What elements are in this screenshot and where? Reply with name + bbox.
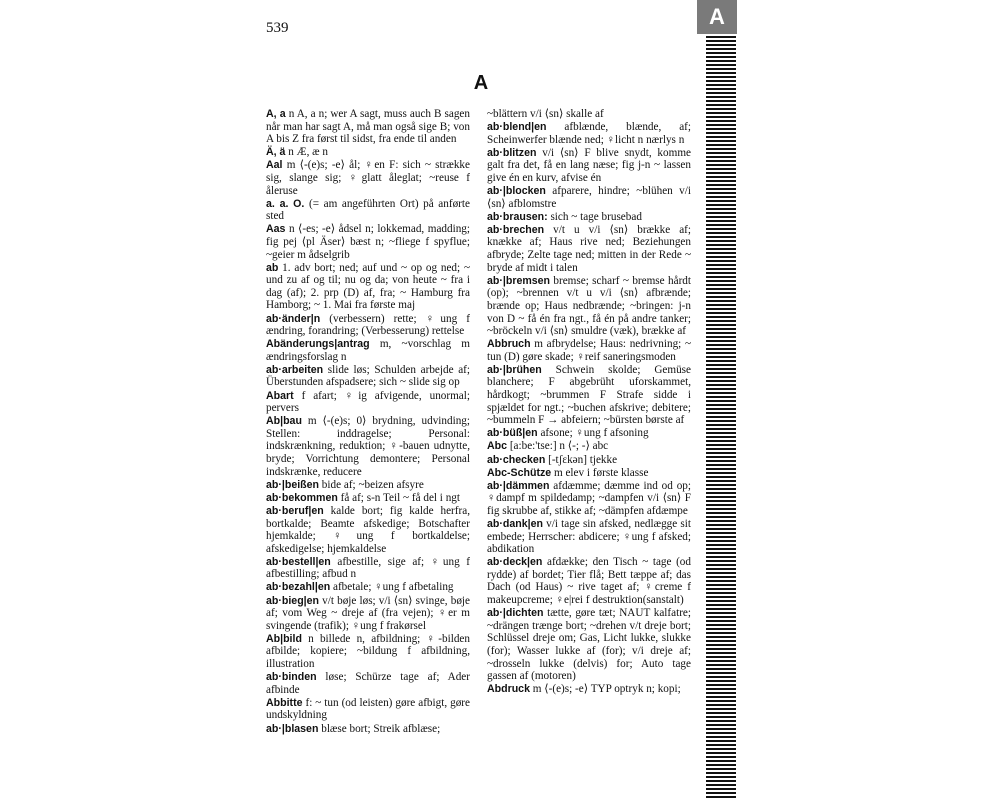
entry-headword: Abc-Schütze xyxy=(487,466,552,479)
entry-headword: ab·büß|en xyxy=(487,427,538,440)
entry-definition: m ⟨-(e)s; 0⟩ brydning, udvinding; Stellen: inddragelse; Personal: indskrænkning, reduktion; ♀-bauen udnytte, bryde; Vorrichtung demontere; Personal indskrænke, reducere xyxy=(266,415,470,478)
entry-headword: ab·beruf|en xyxy=(266,504,324,517)
dictionary-entry xyxy=(266,492,470,505)
dictionary-entry xyxy=(487,224,691,274)
entry-definition: få af; s-n Teil ~ få del i ngt xyxy=(337,491,461,504)
dictionary-entry xyxy=(266,108,470,146)
entry-definition: blæse bort; Streik afblæse; xyxy=(318,722,441,735)
entry-headword: ab·binden xyxy=(266,671,317,684)
entry-definition: v/i tage sin afsked, nedlægge sit embede; Herrscher: abdicere; ♀ung f afsked; abdikation xyxy=(487,518,691,556)
dictionary-entry xyxy=(266,556,470,581)
entry-headword: Abart xyxy=(266,389,294,402)
entry-headword: Abänderungs|antrag xyxy=(266,338,370,351)
dictionary-entry xyxy=(266,198,470,223)
entry-definition: [a:be:'tse:] n ⟨-; -⟩ abc xyxy=(507,440,609,453)
entry-headword: ab·dank|en xyxy=(487,518,543,530)
dictionary-entry xyxy=(266,633,470,671)
entry-definition: m afbrydelse; Haus: nedrivning; ~ tun (D) gøre skade; ♀reif saneringsmoden xyxy=(487,338,691,363)
dictionary-entry xyxy=(487,121,691,146)
dictionary-entry xyxy=(487,108,691,121)
dictionary-entry xyxy=(266,390,470,415)
entry-headword: ab·brausen: xyxy=(487,210,548,223)
entry-headword: ab·deck|en xyxy=(487,556,543,569)
entry-headword: ab·|blasen xyxy=(266,722,319,735)
entry-headword: ab·|blocken xyxy=(487,185,546,198)
dictionary-entry xyxy=(487,518,691,556)
entry-definition: afblænde, blænde, af; Scheinwerfer blænde ned; ♀licht n nærlys n xyxy=(487,121,691,146)
dictionary-entry xyxy=(266,697,470,722)
entry-definition: m elev i første klasse xyxy=(551,466,649,479)
entry-definition: tætte, gøre tæt; NAUT kalfatre; ~drängen trænge bort; ~drehen v/t dreje bort; Schlüssel dreje om; Gas, Licht lukke, slukke (for); Wasser lukke af (for); v/i dreje af; ~drosseln lukke (delvis) for; Auto tage gassen af (motoren) xyxy=(487,607,691,683)
entry-definition: sich ~ tage brusebad xyxy=(547,210,642,223)
entry-headword: ab·änder|n xyxy=(266,312,321,325)
entry-definition: n billede n, afbildning; ♀-bilden afbilde; kopiere; ~bildung f afbildning, illustration xyxy=(266,632,470,671)
dictionary-entry xyxy=(266,415,470,478)
entry-definition: 1. adv bort; ned; auf und ~ op og ned; ~ und zu af og til; nu og da; von heute ~ fra i dag (af); 2. prp (D) af, fra; ~ Hamburg fra Hamborg; ~ 1. Mai fra første maj xyxy=(266,261,470,312)
entry-headword: Aal xyxy=(266,159,283,172)
entry-headword: Ab|bau xyxy=(266,415,302,428)
page-number: 539 xyxy=(266,20,289,36)
dictionary-entry xyxy=(266,581,470,594)
dictionary-entry xyxy=(487,556,691,606)
dictionary-entry xyxy=(266,223,470,261)
entry-headword: Ä, ä xyxy=(266,146,286,159)
dictionary-entry xyxy=(487,480,691,518)
entry-definition: f afart; ♀ig afvigende, unormal; pervers xyxy=(266,389,470,415)
entry-definition: ~blättern v/i ⟨sn⟩ skalle af xyxy=(487,108,604,120)
entry-definition: afbestille, sige af; ♀ung f afbestilling; afbud n xyxy=(266,555,470,581)
entry-headword: ab·bezahl|en xyxy=(266,581,331,594)
dictionary-entry xyxy=(266,146,470,159)
dictionary-entry xyxy=(487,607,691,683)
dictionary-entry xyxy=(487,683,691,696)
entry-definition: m ⟨-(e)s; -e⟩ TYP optryk n; kopi; xyxy=(529,683,681,696)
dictionary-entry xyxy=(487,338,691,363)
entry-headword: ab·|brühen xyxy=(487,363,542,376)
entry-headword: ab·bestell|en xyxy=(266,555,331,568)
entry-definition: m, ~vorschlag m ændringsforslag n xyxy=(266,338,470,363)
dictionary-entry xyxy=(487,364,691,427)
entry-definition: afdæmme; dæmme ind od op; ♀dampf m spildedamp; ~dampfen v/i ⟨sn⟩ F fig skrubbe af, stikke af; ~dämpfen afdæmpe xyxy=(487,479,691,517)
entry-definition: n A, a n; wer A sagt, muss auch B sagen når man har sagt A, må man også sige B; von A bis Z fra først til sidst, fra ende til anden xyxy=(266,108,470,146)
entry-definition: slide løs; Schulden arbejde af; Überstunden afspadsere; sich ~ slide sig op xyxy=(266,363,470,389)
thumb-index-stripes xyxy=(706,36,736,800)
dictionary-entry xyxy=(487,275,691,338)
entry-headword: ab·|dämmen xyxy=(487,479,550,492)
entry-definition: f: ~ tun (od leisten) gøre afbigt, gøre undskyldning xyxy=(266,696,470,722)
entry-definition: n ⟨-es; -e⟩ ådsel n; lokkemad, madding; fig pej ⟨pl Äser⟩ bæst n; ~fliege f spyflue; ~geier m ådselgrib xyxy=(266,223,470,261)
entry-headword: ab xyxy=(266,261,279,274)
entry-headword: ab·arbeiten xyxy=(266,363,324,376)
entry-headword: Aas xyxy=(266,223,286,236)
section-heading-letter: A xyxy=(473,72,489,94)
entry-headword: Abc xyxy=(487,440,508,453)
entry-definition: (= am angeführten Ort) på anførte sted xyxy=(266,197,470,223)
entry-headword: ab·bekommen xyxy=(266,491,338,504)
dictionary-entry xyxy=(266,262,470,312)
dictionary-entry xyxy=(487,440,691,453)
entry-definition: bremse; scharf ~ bremse hårdt (op); ~brennen v/t u v/i ⟨sn⟩ afbrænde; brænde op; Haus nedbrænde; ~bringen: j-n von D ~ få én fra ngt., få én på andre tanker; ~bröckeln v/i ⟨sn⟩ smuldre (væk), brække af xyxy=(487,274,691,338)
dictionary-entry xyxy=(487,467,691,480)
dictionary-entry xyxy=(266,338,470,363)
entry-definition: m ⟨-(e)s; -e⟩ ål; ♀en F: sich ~ strække sig, slange sig; ♀glatt åleglat; ~reuse f åleruse xyxy=(266,159,470,197)
entry-headword: A, a xyxy=(266,108,286,120)
dictionary-entry xyxy=(266,313,470,338)
entry-definition: løse; Schürze tage af; Ader afbinde xyxy=(266,671,470,696)
dictionary-entry xyxy=(266,671,470,696)
entry-definition: [-tʃɛkən] tjekke xyxy=(545,453,618,466)
entry-definition: afparere, hindre; ~blühen v/i ⟨sn⟩ afblomstre xyxy=(487,185,691,210)
dictionary-entry xyxy=(266,159,470,197)
dictionary-entry xyxy=(266,505,470,555)
entry-headword: ab·|bremsen xyxy=(487,274,551,287)
entry-definition: v/i ⟨sn⟩ F blive snydt, komme galt fra det, få en lang næse; fig j-n ~ lassen give én en kurv, afvise én xyxy=(487,146,691,184)
entry-definition: v/t bøje løs; v/i ⟨sn⟩ svinge, bøje af; vom Weg ~ dreje af (fra vejen); ♀er m svingende (trafik); ♀ung f frakørsel xyxy=(266,594,470,632)
entry-definition: afsone; ♀ung f afsoning xyxy=(537,427,649,440)
entry-headword: ab·blend|en xyxy=(487,121,547,134)
entry-headword: Abdruck xyxy=(487,683,530,696)
entry-headword: Abbruch xyxy=(487,338,531,351)
entry-definition: bide af; ~beizen afsyre xyxy=(319,478,424,491)
entry-definition: Schwein skolde; Gemüse blanchere; F abgebrüht uforskammet, hårdkogt; ~brummen F Strafe sidde i spjældet for ngt.; ~buchen afskrive; debitere; ~bummeln F → abfeiern; ~bürsten børste af xyxy=(487,363,691,427)
entry-headword: ab·|dichten xyxy=(487,607,544,620)
entry-headword: ab·|beißen xyxy=(266,478,319,491)
entry-definition: kalde bort; fig kalde herfra, bortkalde; Beamte afskedige; Botschafter hjemkalde; ♀ung f bortkaldelse; afskedigelse; hjemkaldelse xyxy=(266,504,470,555)
entry-headword: ab·checken xyxy=(487,453,546,466)
entry-definition: (verbessern) rette; ♀ung f ændring, forandring; (Verbesserung) rettelse xyxy=(266,312,470,338)
dictionary-entry xyxy=(487,427,691,440)
entry-headword: ab·brechen xyxy=(487,223,545,236)
dictionary-entry xyxy=(266,364,470,389)
dictionary-entry xyxy=(266,595,470,633)
dictionary-entry xyxy=(487,147,691,185)
thumb-index-tab: A xyxy=(697,0,737,34)
entry-headword: a. a. O. xyxy=(266,197,305,210)
entry-headword: Ab|bild xyxy=(266,632,302,645)
entry-definition: v/t u v/i ⟨sn⟩ brække af; knække af; Haus rive ned; Beziehungen afbryde; Zelte tage ned; mitten in der Rede ~ bryde af midt i talen xyxy=(487,223,691,274)
dictionary-entry xyxy=(487,211,691,224)
entry-definition: afbetale; ♀ung f afbetaling xyxy=(330,581,454,594)
dictionary-entry xyxy=(266,723,470,736)
dictionary-entry xyxy=(266,479,470,492)
entry-definition: afdække; den Tisch ~ tage (od rydde) af bordet; Tier flå; Bett tæppe af; das Dach (od Haus) ~ rive taget af; ♀creme f makeupcreme; ♀e|rei f destruktion(sanstalt) xyxy=(487,556,691,607)
left-column xyxy=(266,108,470,792)
dictionary-entry xyxy=(487,185,691,210)
right-column xyxy=(487,108,691,792)
entry-headword: ab·bieg|en xyxy=(266,594,319,607)
dictionary-entry xyxy=(487,454,691,467)
entry-headword: Abbitte xyxy=(266,696,303,709)
entry-definition: n Æ, æ n xyxy=(285,146,329,159)
entry-headword: ab·blitzen xyxy=(487,146,537,159)
